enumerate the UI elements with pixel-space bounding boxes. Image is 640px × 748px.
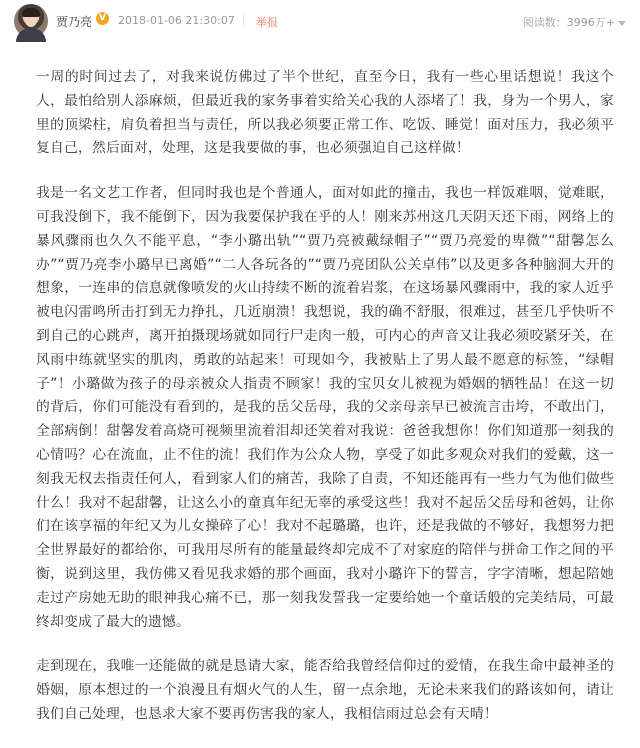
read-count-label: 阅读数： bbox=[522, 16, 567, 29]
chevron-down-icon[interactable] bbox=[618, 21, 626, 26]
user-avatar[interactable] bbox=[14, 4, 48, 38]
read-count bbox=[523, 14, 626, 30]
article-paragraph-2: 我是一名文艺工作者，但同时我也是个普通人，面对如此的撞击，我也一样饭难咽，觉难眠，可我没倒下，我不能倒下，因为我要保护我在乎的人！刚来苏州这几天阴天还下雨，网络上的暴风骤雨也久久不能平息，“李小璐出轨”“贾乃亮被戴绿帽子”“贾乃亮爱的卑微”“甜馨怎么办”“贾乃亮李小璐早已离婚”“二人各玩各的”“贾乃亮团队公关卓伟”以及更多各种脑洞大开的想象，一连串的信息就像喷发的火山持续不断的流着岩浆，在这场暴风骤雨中，我的家人近乎被电闪雷鸣所击打到无力挣扎，几近崩溃！我想说，我的确不舒服，很难过，甚至几乎快听不到自己的心跳声，离开拍摄现场就如同行尸走肉一般，可内心的声音又让我必须咬紧牙关，在风雨中练就坚实的肌肉，勇敢的站起来！可现如今，我被贴上了男人最不愿意的标签，“绿帽子”！小璐做为孩子的母亲被众人指责不顾家！我的宝贝女儿被视为婚姻的牺牲品！在这一切的背后，你们可能没有看到的，是我的岳父岳母，我的父亲母亲早已被流言击垮，不敢出门，全部病倒！甜馨发着高烧可视频里流着泪却还笑着对我说：爸爸我想你！你们知道那一刻我的心情吗？心在流血，止不住的流！我们作为公众人物，享受了如此多观众对我们的爱戴，这一刻我无权去指责任何人，看到家人们的痛苦，我除了自责，不知还能再有一些力气为他们做些什么！我对不起甜馨，让这么小的童真年纪无辜的承受这些！我对不起岳父岳母和爸妈，让你们在该享福的年纪又为儿女操碎了心！我对不起璐璐，也许，还是我做的不够好，我想努力把全世界最好的都给你，可我用尽所有的能量最终却完成不了对家庭的陪伴与拼命工作之间的平衡，说到这里，我仿佛又看见我求婚的那个画面，我对小璐许下的誓言，字字清晰，想起陪她走过产房她无助的眼神我心痛不已，那一刻我发誓我一定要给她一个童话般的完美结局，可最终却变成了最大的遗憾。 bbox=[36, 185, 614, 630]
read-count-value: 3996万+ bbox=[566, 16, 615, 29]
header-divider bbox=[243, 13, 244, 25]
article-paragraph-3: 走到现在，我唯一还能做的就是恳请大家，能否给我曾经信仰过的爱情，在我生命中最神圣的婚姻，原本想过的一个浪漫且有烟火气的人生，留一点余地，无论未来我们的路该如何，请让我们自己处理，也恳求大家不要再伤害我的家人，我相信雨过总会有天晴！ bbox=[36, 658, 614, 722]
vip-badge-icon: V bbox=[96, 12, 109, 25]
username-link[interactable]: 贾乃亮 bbox=[56, 15, 93, 29]
post-header bbox=[0, 0, 640, 44]
article-body bbox=[36, 66, 614, 748]
report-link[interactable]: 举报 bbox=[256, 16, 278, 29]
article-paragraph-1: 一周的时间过去了，对我来说仿佛过了半个世纪，直至今日，我有一些心里话想说！我这个人，最怕给别人添麻烦，但最近我的家务事着实给关心我的人添堵了！我，身为一个男人，家里的顶梁柱，肩负着担当与责任，所以我必须要正常工作、吃饭、睡觉！面对压力，我必须平复自己，然后面对，处理，这是我要做的事，也必须强迫自己这样做！ bbox=[36, 69, 614, 157]
post-timestamp: 2018-01-06 21:30:07 bbox=[118, 14, 235, 27]
